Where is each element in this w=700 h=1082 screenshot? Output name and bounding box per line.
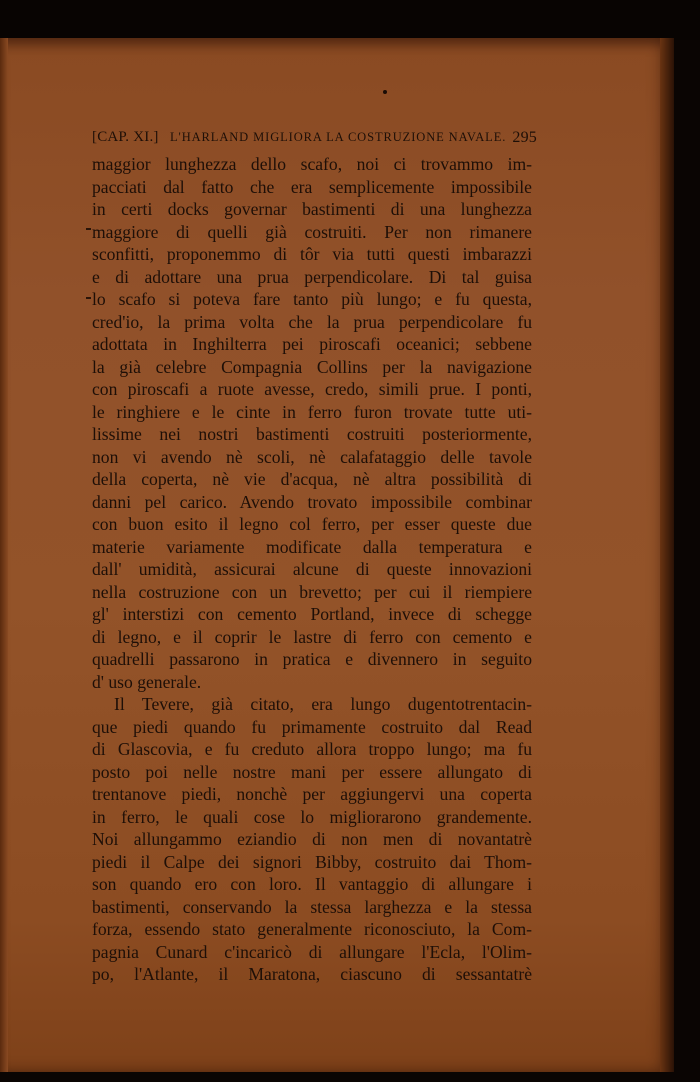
text-line: maggiore di quelli già costruiti. Per non rimanere: [92, 221, 532, 242]
text-line: le ringhiere e le cinte in ferro furon trovate tutte uti-: [92, 401, 532, 422]
text-line: piedi il Calpe dei signori Bibby, costruito dai Thom-: [92, 851, 532, 872]
text-line: non vi avendo nè scoli, nè calafataggio delle tavole: [92, 446, 532, 467]
text-line: lissime nei nostri bastimenti costruiti posteriormente,: [92, 424, 532, 444]
text-line: Noi allungammo eziandio di non men di novantatrè: [92, 829, 532, 849]
running-header: [92, 129, 537, 151]
text-line: bastimenti, conservando la stessa larghezza e la stessa: [92, 896, 532, 917]
text-line: in ferro, le quali cose lo migliorarono grandemente.: [92, 806, 532, 827]
text-line: della coperta, nè vie d'acqua, nè altra possibilità di: [92, 469, 532, 489]
text-line: d' uso generale.: [92, 671, 202, 692]
text-line: son quando ero con loro. Il vantaggio di allungare i: [92, 874, 532, 894]
text-line: po, l'Atlante, il Maratona, ciascuno di sessantatrè: [92, 964, 532, 984]
text-line: danni pel carico. Avendo trovato impossibile combinar: [92, 491, 532, 512]
text-line: posto poi nelle nostre mani per essere allungato di: [92, 761, 532, 782]
body-text: [92, 153, 532, 986]
margin-mark: [86, 297, 91, 299]
text-line: lo scafo si poteva fare tanto più lungo; e fu questa,: [92, 289, 532, 309]
text-line: cred'io, la prima volta che la prua perpendicolare fu: [92, 311, 532, 332]
text-line: e di adottare una prua perpendicolare. Di tal guisa: [92, 266, 532, 287]
text-line: pacciati dal fatto che era semplicemente impossibile: [92, 176, 532, 197]
text-line: forza, essendo stato generalmente riconosciuto, la Com-: [92, 919, 532, 939]
text-line: adottata in Inghilterra pei piroscafi oceanici; sebbene: [92, 334, 532, 354]
text-line: di Glascovia, e fu creduto allora troppo lungo; ma fu: [92, 739, 532, 759]
ink-speck: [383, 90, 387, 94]
text-line: in certi docks governar bastimenti di una lunghezza: [92, 199, 532, 219]
page-right-edge: [660, 38, 674, 1072]
text-line: trentanove piedi, nonchè per aggiungervi una coperta: [92, 784, 532, 804]
scan-background-top: [0, 0, 700, 40]
chapter-label: [CAP. XI.]: [92, 129, 159, 145]
page-left-edge: [0, 38, 8, 1072]
text-line: quadrelli passarono in pratica e divennero in seguito: [92, 649, 532, 669]
text-line: Il Tevere, già citato, era lungo dugentotrentacin-: [114, 694, 532, 714]
running-title: L'HARLAND MIGLIORA LA COSTRUZIONE NAVALE.: [170, 130, 507, 144]
text-line: nella costruzione con un brevetto; per cui il riempiere: [92, 581, 532, 602]
text-line: materie variamente modificate dalla temperatura e: [92, 536, 532, 557]
text-line: gl' interstizi con cemento Portland, invece di schegge: [92, 604, 532, 624]
text-line: la già celebre Compagnia Collins per la navigazione: [92, 356, 532, 377]
text-line: que piedi quando fu primamente costruito dal Read: [92, 716, 532, 737]
text-line: di legno, e il coprir le lastre di ferro con cemento e: [92, 626, 532, 647]
text-line: con piroscafi a ruote avesse, credo, simili prue. I ponti,: [92, 379, 532, 399]
text-line: maggior lunghezza dello scafo, noi ci trovammo im-: [92, 154, 532, 174]
margin-mark: [86, 228, 91, 230]
page-number: 295: [512, 129, 537, 146]
text-line: dall' umidità, assicurai alcune di queste innovazioni: [92, 559, 532, 579]
text-line: con buon esito il legno col ferro, per esser queste due: [92, 514, 532, 534]
text-line: pagnia Cunard c'incaricò di allungare l'Ecla, l'Olim-: [92, 941, 532, 962]
text-line: sconfitti, proponemmo di tôr via tutti questi imbarazzi: [92, 244, 532, 264]
